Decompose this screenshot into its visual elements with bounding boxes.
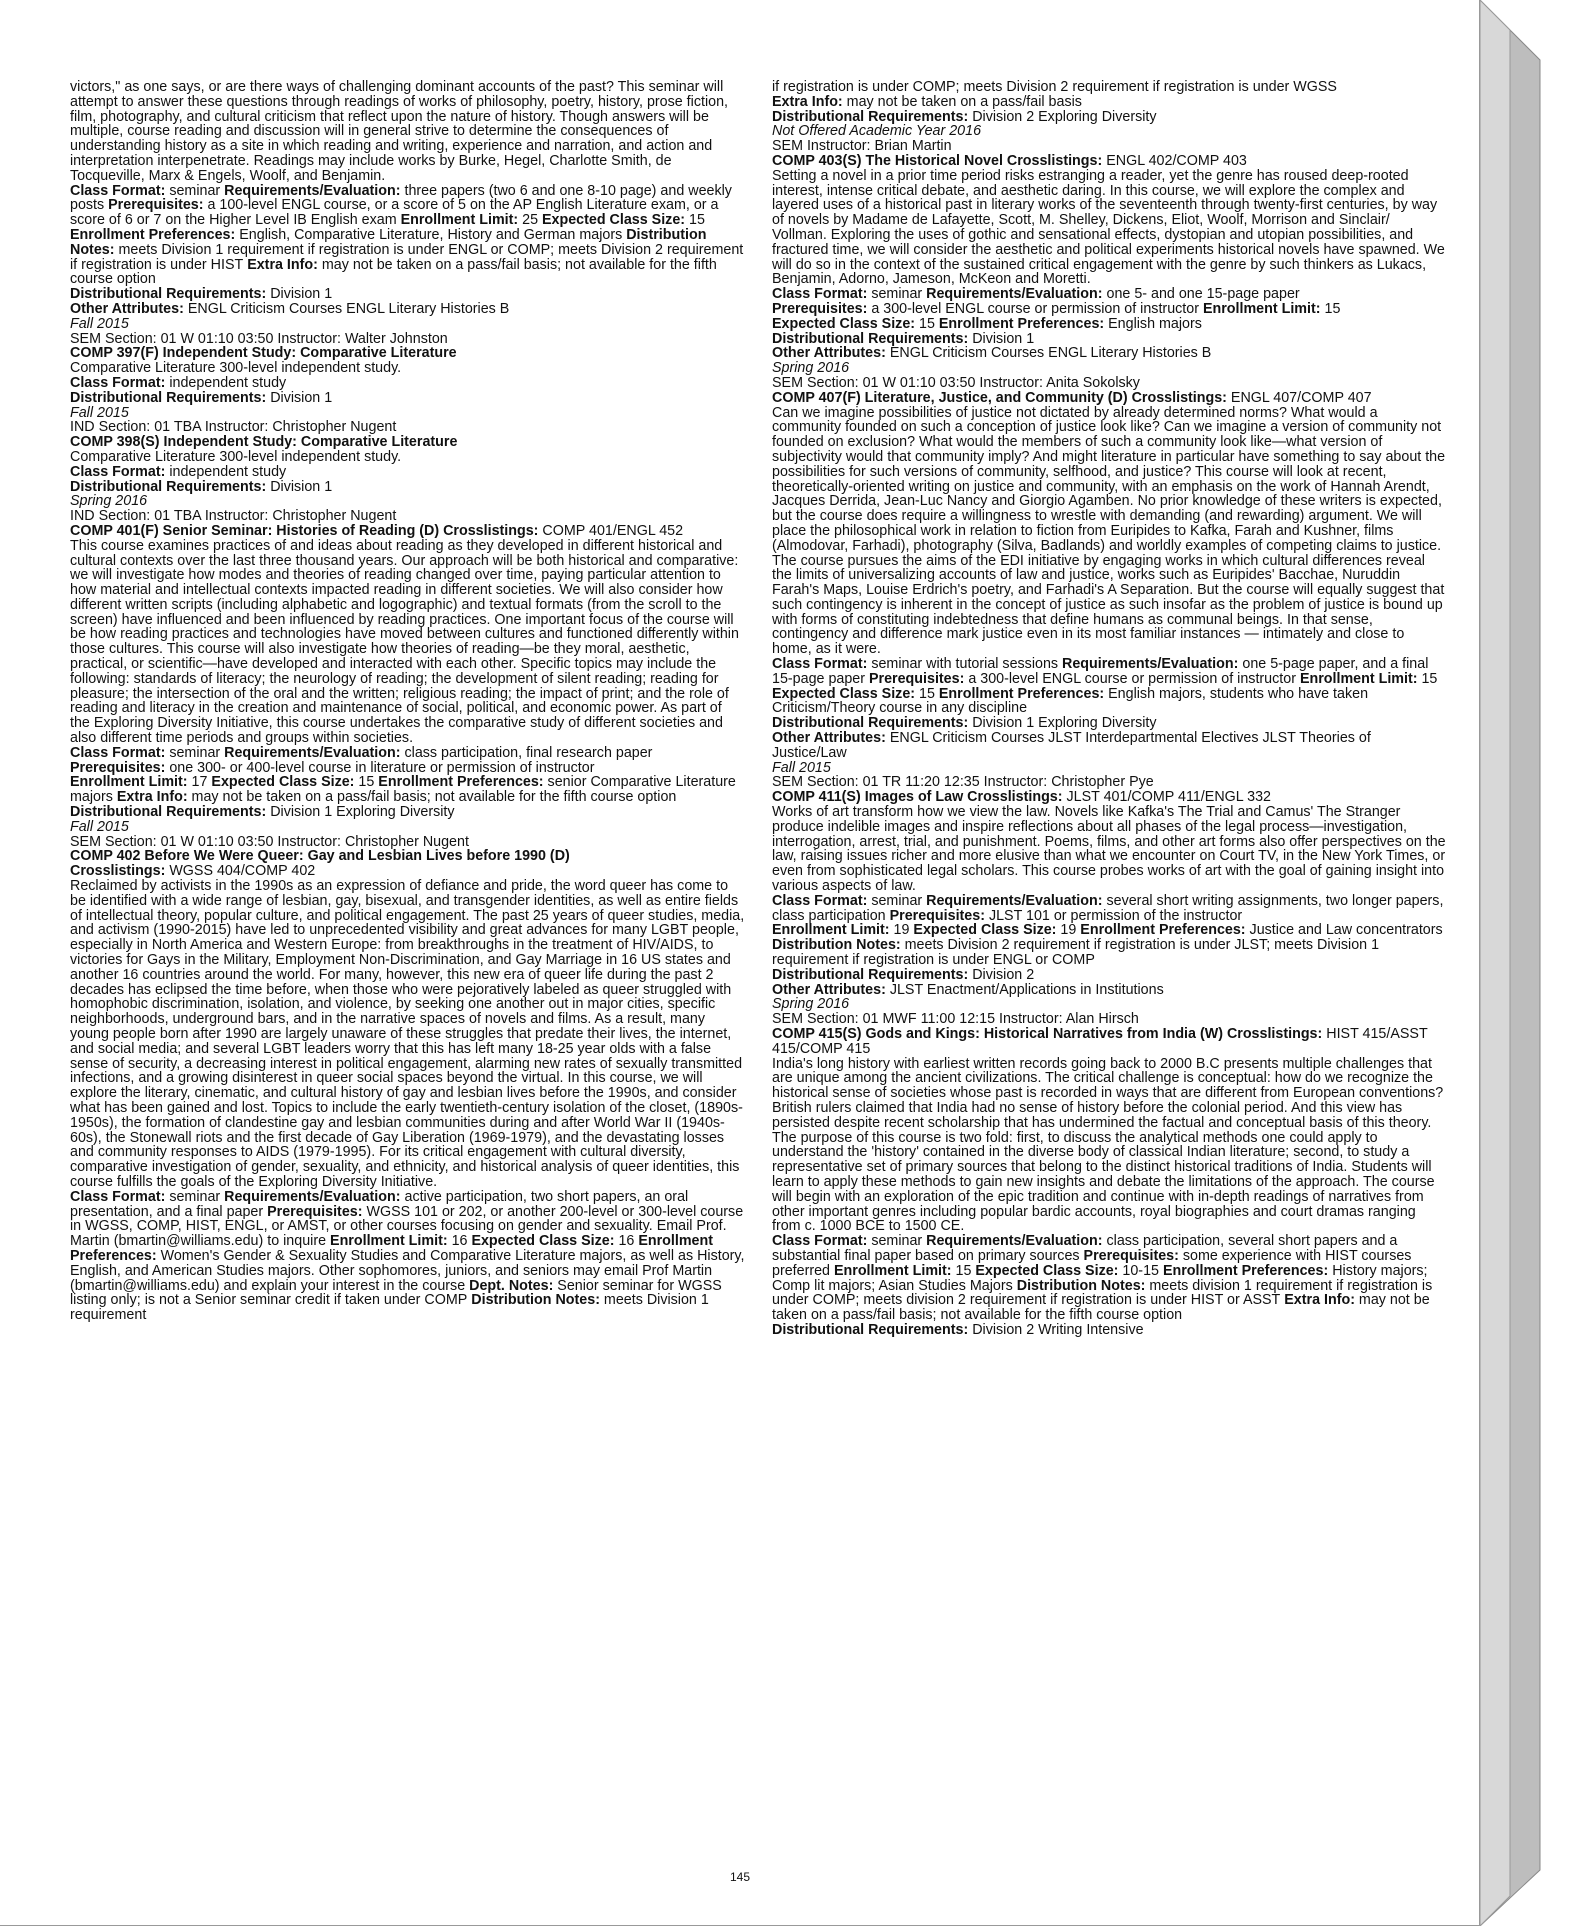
course-term: Not Offered Academic Year 2016: [772, 123, 982, 140]
field-value: 15: [685, 212, 705, 229]
field-label: Distributional Requirements:: [772, 330, 969, 347]
field-label: Distribution Notes:: [1012, 1277, 1146, 1294]
crosslisting-value: HIST 415/ASST 415/COMP 415: [772, 1026, 1428, 1057]
field-value: meets Division 2 requirement if registration is under JLST; meets Division 1 requirement if registration is under ENGL or COMP: [772, 937, 1380, 969]
field-label: Distributional Requirements:: [772, 966, 969, 983]
field-value: seminar: [867, 286, 923, 303]
field-label: Class Format:: [70, 744, 166, 761]
field-label: Other Attributes:: [70, 300, 184, 317]
course-line: [772, 346, 1447, 361]
field-value: Women's Gender & Sexuality Studies and Comparative Literature majors, as well as History, English, and American Studies majors. Other sophomores, juniors, and seniors may email Prof Martin (bmartin@williams.edu) and explain your interest in the course: [70, 1247, 745, 1294]
field-label: Expected Class Size:: [207, 774, 355, 791]
field-label: Distributional Requirements:: [772, 1321, 969, 1338]
course-desc: The purpose of this course is two fold: first, to discuss the analytical methods one could apply to understand the 'history' contained in the diverse body of classical Indian literature; second, to study a representative set of primary sources that belong to the distinct historical traditions of India. Students will learn to apply these methods to gain new insights and debate the limitations of the approach. The course will begin with an exploration of the epic tradition and continue with in-depth readings of narratives from other important genres including popular bardic accounts, royal biographies and court dramas ranging from c. 1000 BCE to 1500 CE.: [772, 1129, 1435, 1235]
field-label: Other Attributes:: [772, 981, 886, 998]
course-desc: Works of art transform how we view the law. Novels like Kafka's The Trial and Camus' The Stranger produce indelible images and inspire reflections about all phases of the legal process—investigation, interrogation, arrest, trial, and punishment. Poems, films, and other art forms also offer perspectives on the law, raising issues richer and more elusive than what we encounter on Court TV, in the New York Times, or even from sophisticated legal scholars. This course probes works of art with the goal of gaining insight into various aspects of law.: [772, 804, 1446, 895]
course-desc: Comparative Literature 300-level independent study.: [70, 360, 402, 377]
field-value: class participation, several short papers and a substantial final paper based on primary sources: [772, 1233, 1398, 1264]
course-section: SEM Instructor: Brian Martin: [772, 138, 952, 155]
course-term: Fall 2015: [70, 315, 129, 332]
course-line: [70, 302, 745, 317]
field-label: Class Format:: [772, 286, 868, 303]
field-value: ENGL Criticism Courses JLST Interdepartmental Electives JLST Theories of Justice/Law: [772, 730, 1371, 761]
field-label: Class Format:: [70, 374, 166, 391]
course-line: [772, 968, 1447, 983]
right-column: [772, 80, 1447, 1338]
field-label: Crosslistings:: [70, 863, 166, 880]
course-line: [70, 391, 745, 406]
field-value: Division 1 Exploring Diversity: [968, 715, 1157, 732]
crosslisting-value: ENGL 402/COMP 403: [1102, 152, 1247, 169]
course-info: [70, 1190, 745, 1323]
course-info: [70, 746, 745, 761]
left-column: [70, 80, 745, 1323]
field-label: Distributional Requirements:: [70, 389, 267, 406]
field-label: Prerequisites:: [865, 670, 965, 687]
course-titlex: [772, 154, 1447, 169]
field-label: Enrollment Preferences:: [374, 774, 544, 791]
course-term: Fall 2015: [70, 818, 129, 835]
course-title: COMP 403(S) The Historical Novel Crosslistings:: [772, 152, 1103, 169]
course-section: SEM Section: 01 W 01:10 03:50 Instructor: Walter Johnston: [70, 330, 448, 347]
course-line: [772, 731, 1447, 761]
field-value: 25: [518, 212, 539, 229]
course-title: COMP 398(S) Independent Study: Comparative Literature: [70, 434, 458, 451]
field-value: seminar: [165, 744, 221, 761]
field-value: may not be taken on a pass/fail basis: [842, 93, 1082, 110]
field-label: Enrollment Preferences:: [934, 315, 1105, 332]
field-value: Division 1 Exploring Diversity: [266, 804, 455, 821]
course-info: [772, 923, 1447, 967]
field-label: Expected Class Size:: [772, 315, 916, 332]
course-title: COMP 401(F) Senior Seminar: Histories of Reading (D) Crosslistings:: [70, 522, 539, 539]
crosslisting-value: COMP 401/ENGL 452: [538, 522, 684, 539]
field-value: three papers (two 6 and one 8-10 page) and weekly posts: [70, 182, 732, 214]
field-value: some experience with HIST courses preferred: [772, 1247, 1412, 1279]
field-label: Prerequisites:: [772, 300, 868, 317]
course-desc: Can we imagine possibilities of justice not dictated by already determined norms? What would a community founded on such a conception of justice look like? Can we imagine a version of community not founded on exclusion? What would the members of such a community look like—what version of subjectivity would that community imply? And might literature in particular have something to say about the possibilities for such versions of community, selfhood, and justice? This course will look at recent, theoretically-oriented writing on justice and community, with an emphasis on the work of Hannah Arendt, Jacques Derrida, Jean-Luc Nancy and Giorgio Agamben. No prior knowledge of these writers is expected, but the course does require a willingness to wrestle with demanding (and rewarding) argument. We will place the philosophical work in relation to fiction from Euripides to Kafka, Farah and Kushner, films (Almodovar, Farhadi), photography (Silva, Badlands) and worldly examples of competing claims to justice. The course pursues the aims of the EDI initiative by engaging works in which cultural differences reveal the limits of universalizing accounts of law and justice, works such as Euripides' Bacchae, Nuruddin Farah's Maps, Louise Erdrich's poetry, and Farhadi's A Separation. But the course will equally suggest that such contingency is inherent in the concept of justice as such insofar as the problem of justice is bound up with forms of constituting indebtedness that define humans as communal beings. In that sense, contingency and difference mark justice even in its most familiar instances — intimately and close to home, as it were.: [772, 404, 1446, 658]
field-label: Requirements/Evaluation:: [220, 744, 401, 761]
field-label: Class Format:: [70, 182, 166, 199]
crosslisting-value: ENGL 407/COMP 407: [1226, 389, 1372, 406]
field-label: Dept. Notes:: [465, 1277, 554, 1294]
field-label: Class Format:: [772, 892, 868, 909]
field-label: Expected Class Size:: [909, 922, 1057, 939]
field-value: Justice and Law concentrators: [1245, 922, 1443, 939]
field-value: may not be taken on a pass/fail basis; not available for the fifth course option: [772, 1292, 1430, 1324]
field-label: Requirements/Evaluation:: [220, 182, 401, 199]
field-value: 10-15: [1118, 1262, 1159, 1279]
field-label: Other Attributes:: [772, 345, 886, 362]
field-value: a 300-level ENGL course or permission of instructor: [964, 670, 1296, 687]
field-label: Distribution Notes:: [772, 937, 901, 954]
field-value: meets Division 1 requirement: [70, 1292, 709, 1324]
course-line: [70, 864, 745, 879]
field-label: Class Format:: [772, 1233, 868, 1250]
field-label: Extra Info:: [1280, 1292, 1355, 1309]
field-value: 15: [1417, 670, 1438, 687]
course-info: [772, 1234, 1447, 1323]
crosslisting-value: JLST 401/COMP 411/ENGL 332: [1062, 789, 1272, 806]
field-label: Class Format:: [772, 656, 868, 673]
field-value: JLST 101 or permission of the instructor: [984, 907, 1243, 924]
field-label: Class Format:: [70, 1188, 166, 1205]
course-line: [772, 983, 1447, 998]
course-desc: Reclaimed by activists in the 1990s as an expression of defiance and pride, the word queer has come to be identified with a wide range of lesbian, gay, bisexual, and transgender identities, as well as entire fields of intellectual theory, popular culture, and political engagement. The past 25 years of queer studies, media, and activism (1990-2015) have led to unprecedented visibility and great advances for many LGBT people, especially in North America and Western Europe: from breakthroughs in the treatment of HIV/AIDS, to victories for Gays in the Military, Employment Non-Discrimination, and Gay Marriage in 16 US states and another 16 countries around the world. For many, however, this new era of queer life during the past 2 decades has eclipsed the time before, when those who were pejoratively labeled as queer struggled with homophobic discrimination, isolation, and violence, by seeking one another out in major cities, specific neighborhoods, underground bars, and in the narrative spaces of novels and films. As a result, many young people born after 1990 are largely unaware of these struggles that predate their lives, the internet, and social media; and several LGBT leaders worry that this has left many 18-25 year olds with a false sense of security, a decreasing interest in political engagement, alarming new rates of sexually transmitted infections, and a growing disinterest in queer social spaces beyond the virtual. In this course, we will explore the literary, cinematic, and cultural history of gay and lesbian lives before the 1990s, and consider what has been gained and lost. Topics to include the early twentieth-century isolation of the closet, (1890s-1950s), the formation of clandestine gay and lesbian communities during and after World War II (1940s-60s), the Stonewall riots and the first decade of Gay Liberation (1969-1979), and the devastating losses and community responses to AIDS (1979-1995). For its critical engagement with cultural diversity, comparative investigation of gender, sexuality, and ethnicity, and historical analysis of queer identities, this course fulfills the goals of the Exploring Diversity Initiative.: [70, 878, 745, 1190]
field-label: Enrollment Preferences:: [1158, 1262, 1329, 1279]
field-label: Prerequisites:: [104, 197, 204, 214]
field-value: Division 2 Exploring Diversity: [968, 108, 1157, 125]
field-label: Enrollment Limit:: [396, 212, 519, 229]
field-value: active participation, two short papers, an oral presentation, and a final paper: [70, 1188, 689, 1220]
course-line: [772, 716, 1447, 731]
course-line: [772, 332, 1447, 347]
field-value: meets division 1 requirement if registration is under COMP; meets division 2 requirement if registration is under HIST or ASST: [772, 1277, 1433, 1309]
field-label: Class Format:: [70, 463, 166, 480]
field-value: seminar: [165, 1188, 221, 1205]
field-value: English majors: [1104, 315, 1202, 332]
field-label: Enrollment Limit:: [772, 922, 890, 939]
field-value: Senior seminar for WGSS listing only; is not a Senior seminar credit if taken under COMP: [70, 1277, 722, 1309]
field-label: Requirements/Evaluation:: [220, 1188, 401, 1205]
course-info: [772, 302, 1447, 317]
course-titlex: [772, 790, 1447, 805]
course-line: [772, 110, 1447, 125]
field-value: 15: [915, 685, 935, 702]
field-value: 16: [447, 1233, 468, 1250]
course-info: [70, 761, 745, 776]
field-value: Division 1: [266, 389, 333, 406]
field-label: Requirements/Evaluation:: [922, 1233, 1103, 1250]
course-term: Fall 2015: [772, 759, 831, 776]
field-label: Expected Class Size:: [538, 212, 686, 229]
course-desc: if registration is under COMP; meets Division 2 requirement if registration is under WGSS: [772, 79, 1337, 95]
field-label: Distributional Requirements:: [772, 108, 969, 125]
field-value: Division 1: [266, 286, 333, 303]
course-line: [70, 465, 745, 480]
field-value: Division 2 Writing Intensive: [968, 1321, 1144, 1338]
field-label: Distributional Requirements:: [70, 804, 267, 821]
field-value: independent study: [165, 463, 287, 480]
field-label: Enrollment Limit:: [1295, 670, 1418, 687]
field-value: 15: [951, 1262, 972, 1279]
field-value: seminar: [165, 182, 221, 199]
course-title: COMP 415(S) Gods and Kings: Historical Narratives from India (W) Crosslistings:: [772, 1026, 1323, 1042]
course-info: [772, 287, 1447, 302]
field-label: Enrollment Limit:: [1198, 300, 1321, 317]
course-line: [70, 376, 745, 391]
field-label: Enrollment Limit:: [70, 774, 188, 791]
course-title: COMP 407(F) Literature, Justice, and Community (D) Crosslistings:: [772, 389, 1227, 406]
field-label: Enrollment Preferences:: [70, 1233, 713, 1264]
course-titlex: [772, 391, 1447, 406]
field-label: Prerequisites:: [263, 1203, 363, 1220]
field-value: ENGL Criticism Courses ENGL Literary Histories B: [183, 300, 510, 317]
field-label: Distributional Requirements:: [70, 478, 267, 495]
field-label: Requirements/Evaluation:: [922, 286, 1103, 303]
field-value: may not be taken on a pass/fail basis; not available for the fifth course option: [70, 256, 717, 288]
field-label: Extra Info:: [243, 256, 318, 273]
field-label: Requirements/Evaluation:: [1058, 656, 1239, 673]
course-titlex: [772, 1027, 1447, 1057]
field-value: 15: [354, 774, 375, 791]
field-value: meets Division 1 requirement if registration is under ENGL or COMP; meets Division 2 requirement if registration is under HIST: [70, 241, 744, 273]
field-value: Division 2: [968, 966, 1035, 983]
course-info: [70, 775, 745, 805]
course-line: [772, 1323, 1447, 1338]
page-number: 145: [729, 1870, 751, 1884]
course-section: SEM Section: 01 W 01:10 03:50 Instructor: Christopher Nugent: [70, 833, 469, 850]
course-desc: Comparative Literature 300-level independent study.: [70, 448, 402, 465]
field-label: Distribution Notes:: [70, 226, 707, 258]
course-title: COMP 402 Before We Were Queer: Gay and Lesbian Lives before 1990 (D): [70, 848, 570, 865]
course-info: [772, 894, 1447, 924]
course-desc: India's long history with earliest written records going back to 2000 B.C presents multiple challenges that are unique among the ancient civilizations. The critical challenge is conceptual: how do we recognize the historical sense of societies whose past is recorded in ways that are different from European conventions? British rulers claimed that India had no sense of history before the colonial period. And this view has persisted despite recent scholarship that has undermined the factual and conceptual basis of this theory.: [772, 1055, 1444, 1131]
course-info: [772, 657, 1447, 716]
course-desc: victors," as one says, or are there ways of challenging dominant accounts of the past? This seminar will attempt to answer these questions through readings of works of philosophy, poetry, history, prose fiction, film, photography, and cultural criticism that reflect upon the nature of history. Though answers will be multiple, course reading and discussion will in general strive to determine the consequences of understanding history as a site in which reading and writing, experience and narration, and action and interpretation interpenetrate. Readings may include works by Burke, Hegel, Charlotte Smith, de Tocqueville, Marx & Engels, Woolf, and Benjamin.: [70, 79, 729, 184]
field-value: class participation, final research paper: [400, 744, 653, 761]
course-line: [772, 95, 1447, 110]
course-term: Fall 2015: [70, 404, 129, 421]
field-value: History majors; Comp lit majors; Asian Studies Majors: [772, 1262, 1428, 1294]
course-term: Spring 2016: [70, 493, 148, 510]
field-value: one 300- or 400-level course in literature or permission of instructor: [165, 759, 595, 776]
course-line: [70, 287, 745, 302]
course-desc: This course examines practices of and ideas about reading as they developed in different historical and cultural contexts over the last three thousand years. Our approach will be both historical and comparative: we will investigate how modes and theories of reading changed over time, paying particular attention to how material and intellectual contexts impacted reading in different societies. We will also consider how different written scripts (including alphabetic and logographic) and textual formats (from the scroll to the screen) have influenced and been influenced by reading practices. One important focus of the course will be how reading practices and technologies have moved between cultures and functioned differently within those cultures. This course will also investigate how theories of reading—be they moral, aesthetic, practical, or scientific—have developed and interacted with each other. Specific topics may include the following: standards of literacy; the neurology of reading; the development of silent reading; reading for pleasure; the intersection of the oral and the written; religious reading; the impact of print; and the role of reading and literacy in the creation and maintenance of social, political, and economic power. As part of the Exploring Diversity Initiative, this course undertakes the comparative study of different societies and also different time periods and groups within societies.: [70, 537, 739, 747]
course-line: [70, 805, 745, 820]
field-value: 16: [614, 1233, 635, 1250]
field-value: 17: [187, 774, 208, 791]
field-value: 19: [1056, 922, 1077, 939]
course-titlex: [70, 524, 745, 539]
field-label: Prerequisites:: [885, 907, 985, 924]
field-value: seminar: [867, 892, 923, 909]
course-info: [772, 317, 1447, 332]
field-label: Enrollment Preferences:: [934, 685, 1105, 702]
field-label: Requirements/Evaluation:: [922, 892, 1103, 909]
course-term: Spring 2016: [772, 996, 850, 1013]
field-value: seminar: [867, 1233, 923, 1250]
field-value: English, Comparative Literature, History and German majors: [235, 226, 623, 243]
field-label: Expected Class Size:: [971, 1262, 1119, 1279]
course-section: SEM Section: 01 MWF 11:00 12:15 Instructor: Alan Hirsch: [772, 1011, 1139, 1028]
course-line: [70, 480, 745, 495]
field-value: English majors, students who have taken Criticism/Theory course in any discipline: [772, 685, 1369, 717]
field-value: WGSS 404/COMP 402: [165, 863, 316, 880]
field-value: several short writing assignments, two longer papers, class participation: [772, 892, 1444, 924]
field-label: Prerequisites:: [1079, 1247, 1179, 1264]
field-value: one 5- and one 15-page paper: [1102, 286, 1300, 303]
field-value: senior Comparative Literature majors: [70, 774, 736, 806]
course-title: COMP 397(F) Independent Study: Comparative Literature: [70, 345, 457, 362]
course-term: Spring 2016: [772, 360, 850, 377]
course-desc: Setting a novel in a prior time period risks estranging a reader, yet the genre has roused deep-rooted interest, intense critical debate, and aesthetic daring. In this course, we will explore the complex and layered uses of a historical past in literary works of the seventeenth through twenty-first centuries, by way of novels by Madame de Lafayette, Scott, M. Shelley, Dickens, Eliot, Woolf, Morrison and Sinclair/ Vollman. Exploring the uses of gothic and sensational effects, dystopian and utopian possibilities, and fractured time, we will consider the aesthetic and political experiments historical novels have spawned. We will do so in the context of the sustained critical engagement with the genre by such thinkers as Lukacs, Benjamin, Adorno, Jameson, McKeon and Moretti.: [772, 167, 1445, 288]
field-value: may not be taken on a pass/fail basis; not available for the fifth course option: [187, 789, 677, 806]
course-section: SEM Section: 01 TR 11:20 12:35 Instructor: Christopher Pye: [772, 774, 1154, 791]
course-title: COMP 411(S) Images of Law Crosslistings:: [772, 789, 1063, 806]
field-value: ENGL Criticism Courses ENGL Literary Histories B: [885, 345, 1212, 362]
course-section: IND Section: 01 TBA Instructor: Christopher Nugent: [70, 419, 397, 436]
course-section: SEM Section: 01 W 01:10 03:50 Instructor: Anita Sokolsky: [772, 374, 1140, 391]
field-value: independent study: [165, 374, 287, 391]
field-value: 15: [1320, 300, 1341, 317]
field-value: 15: [915, 315, 935, 332]
field-value: one 5-page paper, and a final 15-page paper: [772, 656, 1429, 687]
field-label: Extra Info:: [112, 789, 188, 806]
field-label: Distributional Requirements:: [70, 286, 267, 303]
field-label: Distributional Requirements:: [772, 715, 969, 732]
field-value: 19: [889, 922, 910, 939]
field-value: a 300-level ENGL course or permission of instructor: [867, 300, 1199, 317]
field-value: Division 1: [968, 330, 1035, 347]
field-label: Enrollment Limit:: [326, 1233, 448, 1250]
field-value: seminar with tutorial sessions: [867, 656, 1059, 673]
field-label: Enrollment Preferences:: [1076, 922, 1246, 939]
field-label: Expected Class Size:: [467, 1233, 615, 1250]
field-label: Prerequisites:: [70, 759, 166, 776]
field-value: a 100-level ENGL course, or a score of 5 on the AP English Literature exam, or a score of 6 or 7 on the Higher Level IB English exam: [70, 197, 719, 229]
course-section: IND Section: 01 TBA Instructor: Christopher Nugent: [70, 508, 397, 525]
field-value: JLST Enactment/Applications in Institutions: [885, 981, 1164, 998]
course-info: [70, 184, 745, 288]
field-label: Extra Info:: [772, 93, 843, 110]
field-label: Expected Class Size:: [772, 685, 916, 702]
field-label: Enrollment Limit:: [830, 1262, 952, 1279]
field-label: Other Attributes:: [772, 730, 886, 747]
field-value: Division 1: [266, 478, 333, 495]
field-label: Distribution Notes:: [467, 1292, 600, 1309]
field-value: WGSS 101 or 202, or another 200-level or 300-level course in WGSS, COMP, HIST, ENGL, or AMST, or other courses focusing on gender and sexuality. Email Prof. Martin (bmartin@williams.edu) to inquire: [70, 1203, 744, 1250]
field-label: Enrollment Preferences:: [70, 226, 236, 243]
